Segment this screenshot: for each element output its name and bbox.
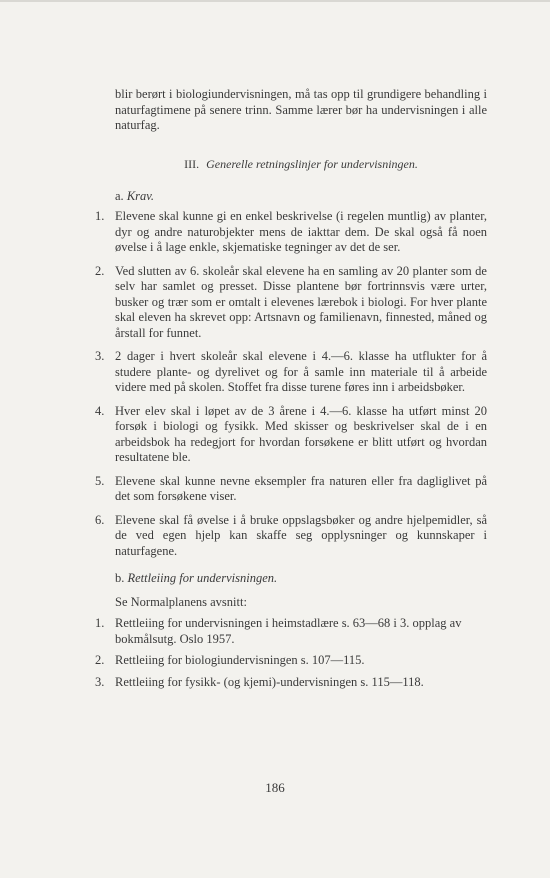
list-item-text: Ved slutten av 6. skoleår skal elevene ha en samling av 20 planter som de selv har samlet og presset. Disse plantene bør fortrinnsvis være urter, busker og trær som er omtalt i elevenes lærebok i biologi. For hver plante skal eleven ha skrevet opp: Artsnavn og familienavn, finnested, måned og årstall for funnet. bbox=[115, 263, 487, 340]
part-a-title: Krav. bbox=[126, 188, 155, 203]
list-item-number: 4. bbox=[95, 403, 105, 418]
part-b-letter: b. bbox=[115, 571, 125, 585]
list-item-text: Hver elev skal i løpet av de 3 årene i 4.—6. klasse ha utført minst 20 forsøk i biologi og fysikk. Med skisser og beskrivelser skal de i en arbeidsbok ha redegjort for hvordan forsøkene er blitt utført og hvordan resultatene ble. bbox=[115, 403, 487, 464]
list-item-text: 2 dager i hvert skoleår skal elevene i 4.—6. klasse ha utflukter for å studere plante- og dyrelivet og for å samle inn materiale til å arbeide videre med på skolen. Stoffet fra disse turene føres inn i arbeidsbøker. bbox=[115, 349, 487, 394]
part-b-heading bbox=[115, 571, 487, 587]
section-roman-numeral: III. bbox=[184, 156, 200, 171]
part-a-heading bbox=[115, 189, 487, 205]
page-number: 186 bbox=[265, 780, 285, 795]
list-item-number: 3. bbox=[95, 349, 105, 363]
part-a-letter: a. bbox=[115, 188, 124, 203]
list-item bbox=[95, 512, 487, 560]
top-edge-rule bbox=[0, 0, 550, 2]
list-item-number: 2. bbox=[95, 653, 105, 667]
list-item bbox=[95, 653, 487, 669]
section-heading bbox=[115, 157, 487, 172]
requirements-list bbox=[95, 209, 487, 559]
list-item bbox=[95, 473, 487, 505]
list-item-number: 6. bbox=[95, 512, 105, 527]
list-item bbox=[95, 674, 487, 691]
intro-paragraph: blir berørt i biologiundervisningen, må tas opp til grundigere behandling i naturfagtimene på senere trinn. Samme lærer bør ha undervisningen i alle naturfag. bbox=[115, 87, 487, 132]
list-item-number: 2. bbox=[95, 263, 105, 278]
list-item bbox=[95, 349, 487, 396]
reference-list bbox=[95, 616, 487, 690]
list-item-text: Elevene skal kunne nevne eksempler fra naturen eller fra dagliglivet på det som forsøkene viser. bbox=[115, 473, 487, 503]
list-item bbox=[95, 403, 487, 466]
list-item-number: 1. bbox=[95, 209, 105, 223]
list-item bbox=[95, 263, 487, 342]
normalplan-reference-line: Se Normalplanens avsnitt: bbox=[115, 594, 247, 609]
list-item-number: 1. bbox=[95, 616, 105, 630]
section-title: Generelle retningslinjer for undervisningen. bbox=[206, 156, 418, 171]
document-page bbox=[95, 87, 487, 696]
list-item-text: Rettleiing for biologiundervisningen s. 107—115. bbox=[115, 653, 365, 667]
list-item-number: 5. bbox=[95, 473, 105, 488]
list-item-number: 3. bbox=[95, 674, 105, 689]
list-item-text: Rettleiing for undervisningen i heimstadlære s. 63—68 i 3. opplag av bokmålsutg. Oslo 1957. bbox=[115, 616, 462, 646]
list-item-text: Elevene skal få øvelse i å bruke oppslagsbøker og andre hjelpemidler, så de ved egen hjelp kan skaffe seg opplysninger og kunnskaper i naturfagene. bbox=[115, 512, 487, 558]
list-item-text: Rettleiing for fysikk- (og kjemi)-undervisningen s. 115—118. bbox=[115, 674, 424, 689]
list-item bbox=[95, 209, 487, 256]
list-item bbox=[95, 616, 487, 647]
part-b-title: Rettleiing for undervisningen. bbox=[127, 571, 278, 585]
list-item-text: Elevene skal kunne gi en enkel beskrivelse (i regelen muntlig) av planter, dyr og andre naturobjekter mens de iakttar dem. De skal også få noen øvelse i å lage enkle, skjematiske tegninger av det de ser. bbox=[115, 209, 487, 254]
